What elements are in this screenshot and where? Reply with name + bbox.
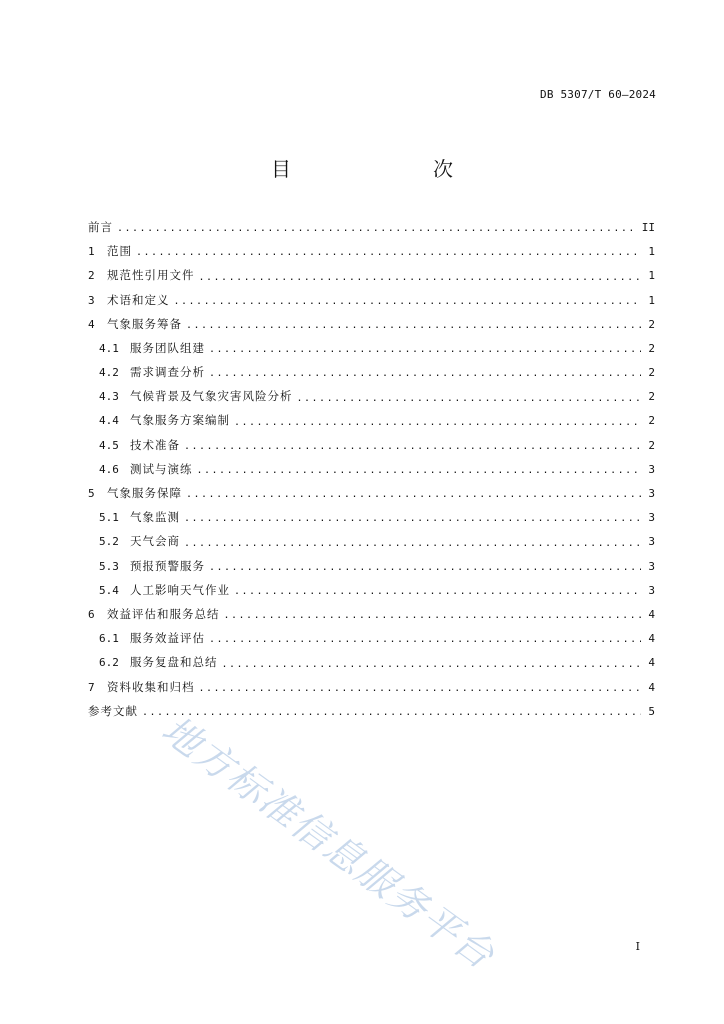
toc-entry-title: 服务复盘和总结 (130, 655, 218, 670)
toc-dot-leader (186, 486, 641, 503)
toc-dot-leader (209, 631, 641, 648)
toc-dot-leader (117, 220, 638, 237)
toc-dot-leader (224, 607, 642, 624)
toc-entry[interactable] (88, 508, 655, 527)
toc-entry[interactable] (88, 242, 655, 261)
toc-entry-title: 需求调查分析 (130, 365, 205, 380)
toc-dot-leader (136, 244, 641, 261)
toc-dot-leader (142, 704, 641, 721)
toc-entry-number: 4.5 (99, 438, 119, 452)
standard-code: DB 5307/T 60—2024 (540, 88, 656, 101)
toc-entry-number: 5.3 (99, 559, 119, 573)
toc-dot-leader (234, 414, 641, 431)
toc-entry-page: 3 (648, 487, 655, 501)
toc-entry-number: 4.2 (99, 366, 119, 380)
toc-entry-page: 2 (648, 414, 655, 428)
toc-entry-number: 4.6 (99, 462, 119, 476)
toc-entry-title: 气象服务方案编制 (130, 413, 230, 428)
toc-entry-number: 4.4 (99, 414, 119, 428)
toc-entry-page: 2 (648, 341, 655, 355)
toc-entry[interactable] (88, 412, 655, 431)
toc-entry-page: 2 (648, 317, 655, 331)
toc-dot-leader (184, 438, 641, 455)
toc-entry-page: 2 (648, 390, 655, 404)
toc-dot-leader (186, 317, 641, 334)
toc-dot-leader (174, 293, 642, 310)
toc-entry-page: 4 (648, 680, 655, 694)
toc-dot-leader (184, 510, 641, 527)
toc-entry-number: 6.1 (99, 632, 119, 646)
toc-entry-number: 6.2 (99, 656, 119, 670)
toc-entry[interactable] (88, 484, 655, 503)
toc-entry-number: 5.2 (99, 535, 119, 549)
page-number: I (635, 940, 640, 953)
toc-entry-title: 气象服务保障 (107, 486, 182, 501)
toc-entry[interactable] (88, 678, 655, 697)
toc-entry[interactable] (88, 581, 655, 600)
toc-entry[interactable] (88, 436, 655, 455)
toc-entry-number: 2 (88, 269, 95, 283)
toc-entry-page: 4 (648, 632, 655, 646)
toc-entry-title: 气象监测 (130, 510, 180, 525)
toc-entry[interactable] (88, 460, 655, 479)
page-title: 目 次 (271, 157, 487, 181)
toc-entry-title: 预报预警服务 (130, 558, 205, 573)
table-of-contents (88, 218, 655, 721)
toc-entry-page: 5 (648, 704, 655, 718)
toc-entry-title: 服务团队组建 (130, 340, 205, 355)
toc-entry[interactable] (88, 363, 655, 382)
toc-entry-page: 3 (648, 511, 655, 525)
toc-entry-title: 前言 (88, 219, 113, 234)
toc-entry-page: 3 (648, 559, 655, 573)
toc-entry-number: 5 (88, 487, 95, 501)
toc-dot-leader (199, 269, 642, 286)
toc-entry[interactable] (88, 339, 655, 358)
toc-entry-page: 3 (648, 462, 655, 476)
toc-entry-number: 6 (88, 607, 95, 621)
toc-entry-page: 3 (648, 535, 655, 549)
toc-entry-title: 测试与演练 (130, 461, 193, 476)
toc-entry-title: 气候背景及气象灾害风险分析 (130, 389, 293, 404)
toc-dot-leader (209, 559, 641, 576)
toc-entry-title: 资料收集和归档 (107, 679, 195, 694)
toc-entry-title: 效益评估和服务总结 (107, 606, 220, 621)
toc-dot-leader (234, 583, 641, 600)
toc-entry-number: 7 (88, 680, 95, 694)
toc-entry[interactable] (88, 218, 655, 237)
toc-dot-leader (222, 656, 642, 673)
toc-entry-page: 2 (648, 366, 655, 380)
toc-entry[interactable] (88, 266, 655, 285)
toc-entry[interactable] (88, 629, 655, 648)
toc-entry[interactable] (88, 605, 655, 624)
toc-entry[interactable] (88, 291, 655, 310)
toc-entry[interactable] (88, 702, 655, 721)
toc-entry-page: 4 (648, 656, 655, 670)
toc-dot-leader (209, 341, 641, 358)
toc-entry-page: 2 (648, 438, 655, 452)
toc-dot-leader (297, 390, 642, 407)
toc-entry-number: 5.1 (99, 511, 119, 525)
toc-entry-title: 人工影响天气作业 (130, 582, 230, 597)
toc-entry-number: 4.3 (99, 390, 119, 404)
toc-dot-leader (197, 462, 642, 479)
toc-entry-page: 1 (648, 269, 655, 283)
toc-entry[interactable] (88, 653, 655, 672)
toc-entry-title: 气象服务筹备 (107, 316, 182, 331)
toc-entry[interactable] (88, 387, 655, 406)
toc-entry-number: 5.4 (99, 583, 119, 597)
watermark: 地方标准信息服务平台 (153, 707, 504, 979)
toc-entry-page: 1 (648, 293, 655, 307)
toc-entry-page: 1 (648, 245, 655, 259)
toc-entry-title: 规范性引用文件 (107, 268, 195, 283)
toc-dot-leader (184, 535, 641, 552)
toc-entry-number: 4 (88, 317, 95, 331)
toc-entry[interactable] (88, 532, 655, 551)
toc-entry-number: 3 (88, 293, 95, 307)
toc-entry-title: 服务效益评估 (130, 631, 205, 646)
toc-entry-page: 3 (648, 583, 655, 597)
toc-entry-page: II (641, 220, 655, 234)
toc-entry[interactable] (88, 557, 655, 576)
toc-entry[interactable] (88, 315, 655, 334)
toc-dot-leader (199, 680, 642, 697)
toc-entry-title: 范围 (107, 244, 132, 259)
toc-entry-title: 参考文献 (88, 703, 138, 718)
toc-entry-title: 术语和定义 (107, 292, 170, 307)
toc-dot-leader (209, 365, 641, 382)
toc-entry-number: 1 (88, 245, 95, 259)
toc-entry-title: 天气会商 (130, 534, 180, 549)
toc-entry-page: 4 (648, 607, 655, 621)
toc-entry-number: 4.1 (99, 341, 119, 355)
toc-entry-title: 技术准备 (130, 437, 180, 452)
